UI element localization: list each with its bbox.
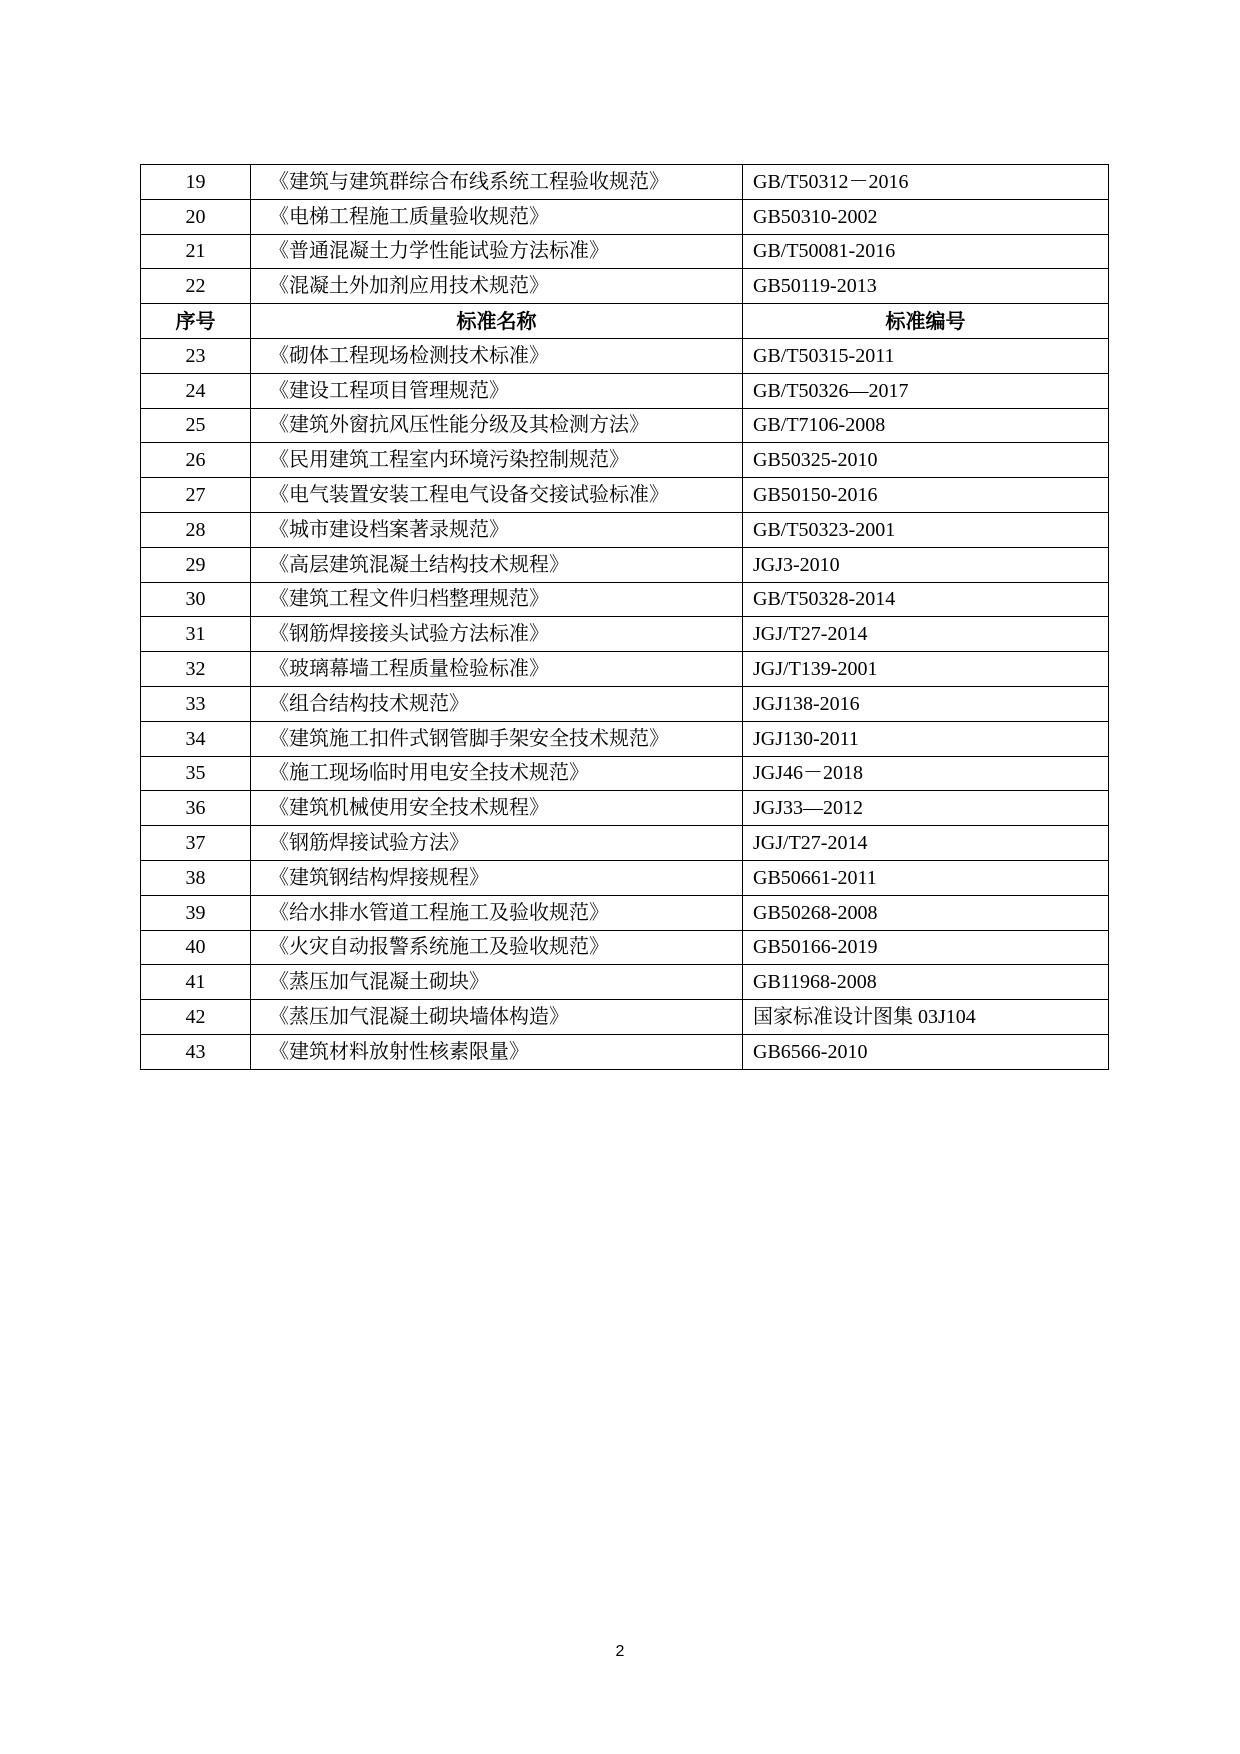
row-number: 39 xyxy=(141,895,251,930)
standard-code: JGJ130-2011 xyxy=(743,721,1109,756)
table-row xyxy=(141,582,1109,617)
row-number: 20 xyxy=(141,199,251,234)
row-number: 36 xyxy=(141,791,251,826)
table-row xyxy=(141,965,1109,1000)
table-row xyxy=(141,826,1109,861)
standard-name: 《砌体工程现场检测技术标准》 xyxy=(251,338,743,373)
standard-code: GB/T50328-2014 xyxy=(743,582,1109,617)
table-header-row xyxy=(141,304,1109,339)
standard-name: 《高层建筑混凝土结构技术规程》 xyxy=(251,547,743,582)
standard-name: 《建设工程项目管理规范》 xyxy=(251,373,743,408)
standards-table xyxy=(140,164,1109,1070)
standard-code: GB50661-2011 xyxy=(743,860,1109,895)
standard-name: 《建筑工程文件归档整理规范》 xyxy=(251,582,743,617)
table-row xyxy=(141,895,1109,930)
table-row xyxy=(141,478,1109,513)
standard-code: GB6566-2010 xyxy=(743,1034,1109,1069)
row-number: 37 xyxy=(141,826,251,861)
row-number: 41 xyxy=(141,965,251,1000)
standard-code: JGJ46－2018 xyxy=(743,756,1109,791)
table-row xyxy=(141,234,1109,269)
standard-code: GB50310-2002 xyxy=(743,199,1109,234)
standard-code: JGJ3-2010 xyxy=(743,547,1109,582)
standard-name: 《玻璃幕墙工程质量检验标准》 xyxy=(251,652,743,687)
row-number: 34 xyxy=(141,721,251,756)
standard-name: 《蒸压加气混凝土砌块》 xyxy=(251,965,743,1000)
table-row xyxy=(141,269,1109,304)
row-number: 43 xyxy=(141,1034,251,1069)
standard-code: 国家标准设计图集 03J104 xyxy=(743,1000,1109,1035)
standard-code: GB50166-2019 xyxy=(743,930,1109,965)
row-number: 31 xyxy=(141,617,251,652)
table-row xyxy=(141,547,1109,582)
table-row xyxy=(141,443,1109,478)
table-row xyxy=(141,512,1109,547)
table-row xyxy=(141,1000,1109,1035)
standard-name: 《建筑钢结构焊接规程》 xyxy=(251,860,743,895)
standard-code: JGJ/T27-2014 xyxy=(743,617,1109,652)
table-row xyxy=(141,721,1109,756)
header-number: 序号 xyxy=(141,304,251,339)
table-row xyxy=(141,791,1109,826)
table-row xyxy=(141,408,1109,443)
standard-code: GB/T50312－2016 xyxy=(743,165,1109,200)
standard-code: GB50325-2010 xyxy=(743,443,1109,478)
standard-name: 《混凝土外加剂应用技术规范》 xyxy=(251,269,743,304)
table-row xyxy=(141,165,1109,200)
row-number: 26 xyxy=(141,443,251,478)
header-standard-code: 标准编号 xyxy=(743,304,1109,339)
standards-table-body xyxy=(141,165,1109,1070)
table-row xyxy=(141,338,1109,373)
standard-code: GB50119-2013 xyxy=(743,269,1109,304)
table-row xyxy=(141,373,1109,408)
standard-code: JGJ138-2016 xyxy=(743,686,1109,721)
standard-code: GB/T50326—2017 xyxy=(743,373,1109,408)
table-row xyxy=(141,686,1109,721)
standard-code: GB11968-2008 xyxy=(743,965,1109,1000)
standard-name: 《蒸压加气混凝土砌块墙体构造》 xyxy=(251,1000,743,1035)
row-number: 30 xyxy=(141,582,251,617)
standard-name: 《给水排水管道工程施工及验收规范》 xyxy=(251,895,743,930)
standard-name: 《建筑施工扣件式钢管脚手架安全技术规范》 xyxy=(251,721,743,756)
header-standard-name: 标准名称 xyxy=(251,304,743,339)
table-row xyxy=(141,617,1109,652)
row-number: 27 xyxy=(141,478,251,513)
row-number: 21 xyxy=(141,234,251,269)
standard-code: GB50268-2008 xyxy=(743,895,1109,930)
row-number: 32 xyxy=(141,652,251,687)
standard-code: GB/T50323-2001 xyxy=(743,512,1109,547)
standard-code: JGJ/T139-2001 xyxy=(743,652,1109,687)
standard-name: 《火灾自动报警系统施工及验收规范》 xyxy=(251,930,743,965)
standard-name: 《普通混凝土力学性能试验方法标准》 xyxy=(251,234,743,269)
standard-name: 《建筑外窗抗风压性能分级及其检测方法》 xyxy=(251,408,743,443)
standard-name: 《城市建设档案著录规范》 xyxy=(251,512,743,547)
table-row xyxy=(141,930,1109,965)
row-number: 35 xyxy=(141,756,251,791)
standard-name: 《电梯工程施工质量验收规范》 xyxy=(251,199,743,234)
standard-code: GB/T7106-2008 xyxy=(743,408,1109,443)
standard-name: 《建筑与建筑群综合布线系统工程验收规范》 xyxy=(251,165,743,200)
standard-code: JGJ33—2012 xyxy=(743,791,1109,826)
row-number: 33 xyxy=(141,686,251,721)
table-row xyxy=(141,652,1109,687)
standard-name: 《施工现场临时用电安全技术规范》 xyxy=(251,756,743,791)
row-number: 42 xyxy=(141,1000,251,1035)
standard-code: GB50150-2016 xyxy=(743,478,1109,513)
standard-name: 《电气装置安装工程电气设备交接试验标准》 xyxy=(251,478,743,513)
standard-name: 《民用建筑工程室内环境污染控制规范》 xyxy=(251,443,743,478)
standard-name: 《钢筋焊接试验方法》 xyxy=(251,826,743,861)
standard-code: JGJ/T27-2014 xyxy=(743,826,1109,861)
row-number: 25 xyxy=(141,408,251,443)
table-row xyxy=(141,860,1109,895)
page-number: 2 xyxy=(615,1643,625,1660)
row-number: 24 xyxy=(141,373,251,408)
row-number: 38 xyxy=(141,860,251,895)
standard-name: 《组合结构技术规范》 xyxy=(251,686,743,721)
standard-name: 《钢筋焊接接头试验方法标准》 xyxy=(251,617,743,652)
table-row xyxy=(141,756,1109,791)
row-number: 23 xyxy=(141,338,251,373)
standard-name: 《建筑材料放射性核素限量》 xyxy=(251,1034,743,1069)
row-number: 19 xyxy=(141,165,251,200)
row-number: 22 xyxy=(141,269,251,304)
standard-code: GB/T50081-2016 xyxy=(743,234,1109,269)
table-row xyxy=(141,199,1109,234)
row-number: 29 xyxy=(141,547,251,582)
row-number: 28 xyxy=(141,512,251,547)
table-row xyxy=(141,1034,1109,1069)
row-number: 40 xyxy=(141,930,251,965)
standard-code: GB/T50315-2011 xyxy=(743,338,1109,373)
standard-name: 《建筑机械使用安全技术规程》 xyxy=(251,791,743,826)
